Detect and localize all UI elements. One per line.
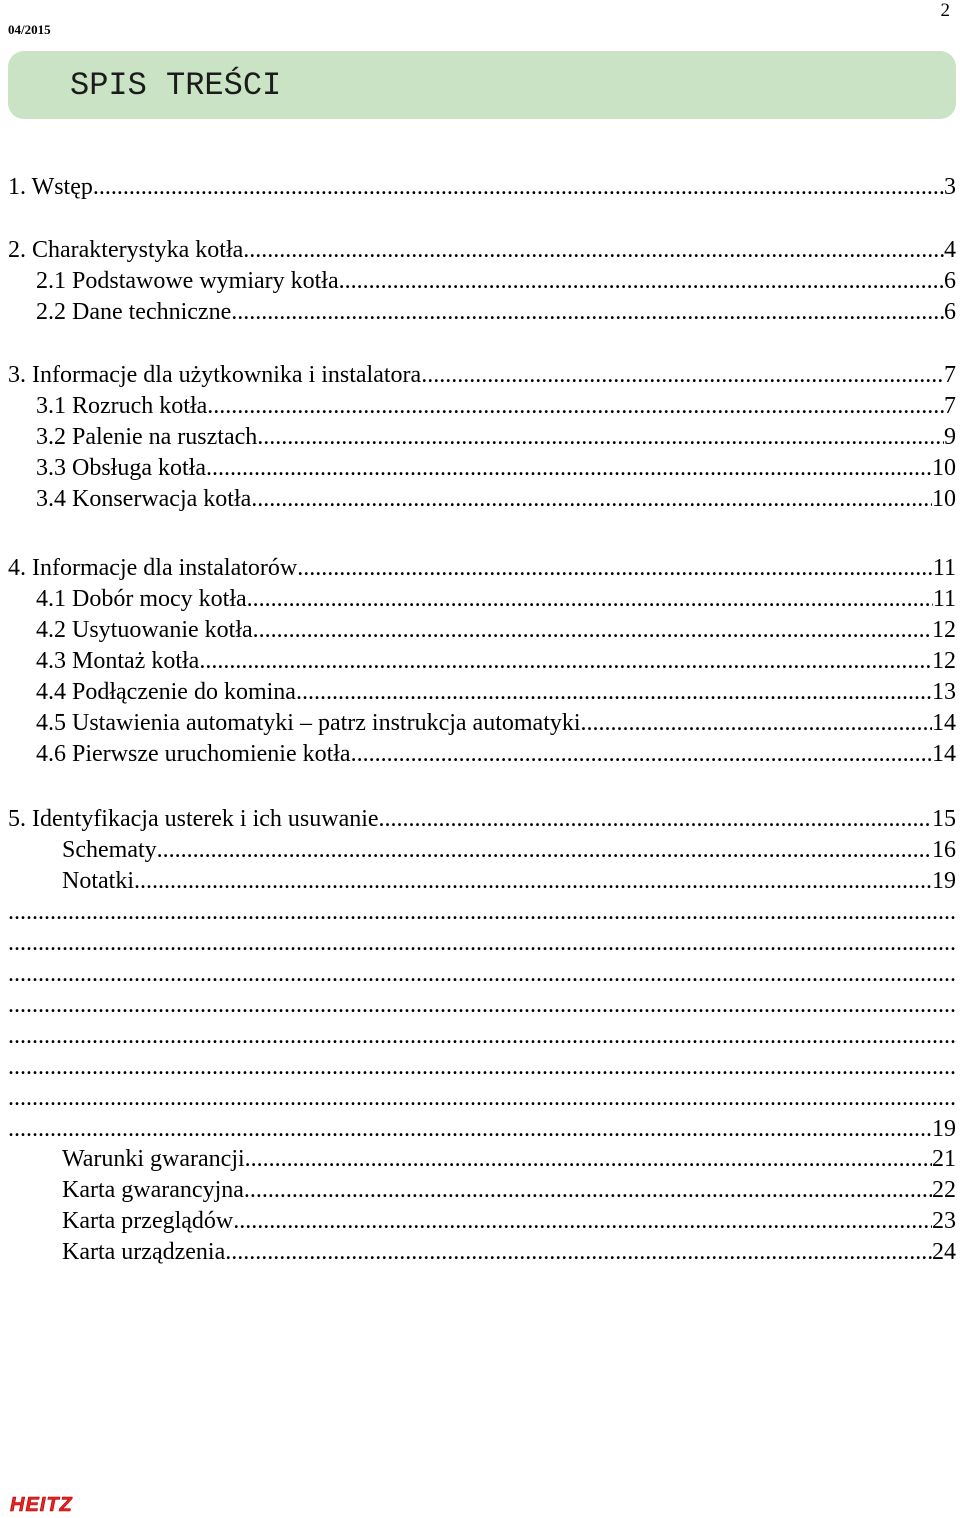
toc-entry-leader (296, 678, 932, 706)
toc-entry-leader (206, 454, 932, 482)
toc-entry-page: 19 (932, 868, 956, 894)
toc-entry[interactable] (36, 585, 956, 613)
toc-entry[interactable] (8, 1053, 956, 1081)
toc-entry[interactable] (36, 423, 956, 451)
toc-entry-leader (251, 485, 932, 513)
toc-entry-page: 10 (932, 455, 956, 481)
toc-entry-leader (421, 361, 944, 389)
toc-entry-page: 16 (932, 837, 956, 863)
toc-entry[interactable] (8, 1084, 956, 1112)
toc-entry[interactable] (8, 991, 956, 1019)
toc-entry-page: 11 (932, 586, 956, 612)
toc-entry-page: 15 (932, 806, 956, 832)
toc-entry-leader (8, 898, 956, 926)
title-banner (8, 51, 956, 119)
toc-entry-page: 10 (932, 486, 956, 512)
toc-entry-label: 3.1 Rozruch kotła (36, 393, 208, 419)
toc-entry-leader (339, 267, 944, 295)
toc-entry-leader (244, 1176, 932, 1204)
toc-entry-label: Karta urządzenia (62, 1239, 226, 1265)
toc-entry-label: 3.4 Konserwacja kotła (36, 486, 252, 512)
toc-entry-leader (253, 616, 932, 644)
toc-entry-label: 2.1 Podstawowe wymiary kotła (36, 268, 339, 294)
toc-entry-page: 7 (944, 393, 956, 419)
toc-entry-leader (8, 1115, 932, 1143)
toc-entry-page: 14 (932, 741, 956, 767)
toc-entry-leader (199, 647, 932, 675)
toc-entry-leader (243, 236, 944, 264)
toc-entry[interactable] (36, 392, 956, 420)
toc-entry-page: 24 (932, 1239, 956, 1265)
toc-entry[interactable] (8, 361, 956, 389)
toc-entry-page: 23 (932, 1208, 956, 1234)
toc-entry[interactable] (36, 298, 956, 326)
toc-entry-leader (297, 554, 933, 582)
toc-entry-leader (93, 173, 944, 201)
toc-entry-label: 5. Identyfikacja usterek i ich usuwanie (8, 806, 379, 832)
toc-entry-label: 4.1 Dobór mocy kotła (36, 586, 247, 612)
toc-entry[interactable] (36, 740, 956, 768)
toc-entry-page: 6 (944, 268, 956, 294)
toc-entry[interactable] (8, 236, 956, 264)
toc-entry-label: 2.2 Dane techniczne (36, 299, 232, 325)
toc-entry-label: 3. Informacje dla użytkownika i instalatora (8, 362, 422, 388)
toc-entry[interactable] (8, 1022, 956, 1050)
toc-entry-leader (233, 1207, 932, 1235)
toc-entry[interactable] (8, 960, 956, 988)
toc-entry[interactable] (8, 1115, 956, 1143)
toc-entry[interactable] (62, 1145, 956, 1173)
toc-entry-page: 12 (932, 617, 956, 643)
toc-entry[interactable] (62, 1207, 956, 1235)
toc-entry-label: Schematy (62, 837, 157, 863)
toc-entry-leader (581, 709, 932, 737)
toc-entry-label: Karta przeglądów (62, 1208, 234, 1234)
page-title: SPIS TREŚCI (70, 67, 282, 104)
toc-entry-label: 4.2 Usytuowanie kotła (36, 617, 253, 643)
toc-entry[interactable] (8, 929, 956, 957)
toc-entry[interactable] (36, 678, 956, 706)
toc-entry-leader (257, 423, 944, 451)
toc-entry-label: 4.3 Montaż kotła (36, 648, 200, 674)
toc-entry-page: 4 (944, 237, 956, 263)
toc-entry-page: 11 (932, 555, 956, 581)
toc-entry-label: 4. Informacje dla instalatorów (8, 555, 298, 581)
toc-entry-leader (8, 991, 956, 1019)
toc-entry-label: 4.4 Podłączenie do komina (36, 679, 296, 705)
toc-entry[interactable] (36, 616, 956, 644)
toc-entry[interactable] (62, 867, 956, 895)
toc-entry[interactable] (36, 485, 956, 513)
toc-entry[interactable] (8, 898, 956, 926)
toc-entry-label: 4.5 Ustawienia automatyki – patrz instrukcja automatyki (36, 710, 581, 736)
toc-entry-page: 9 (944, 424, 956, 450)
header-page-number: 2 (940, 0, 950, 21)
toc-entry[interactable] (36, 454, 956, 482)
toc-entry-label: 4.6 Pierwsze uruchomienie kotła (36, 741, 351, 767)
toc-entry-leader (379, 805, 932, 833)
toc-entry-leader (157, 836, 932, 864)
heitz-logo: HEITZ (10, 1494, 73, 1516)
toc-entry-page: 6 (944, 299, 956, 325)
toc-entry-label: 2. Charakterystyka kotła (8, 237, 244, 263)
toc-entry[interactable] (36, 647, 956, 675)
toc-entry-page: 12 (932, 648, 956, 674)
header-date: 04/2015 (8, 22, 51, 37)
toc-entry-page: 19 (932, 1116, 956, 1142)
toc-entry-label: Karta gwarancyjna (62, 1177, 244, 1203)
toc-entry-leader (351, 740, 932, 768)
toc-entry-page: 22 (932, 1177, 956, 1203)
toc-entry[interactable] (62, 1238, 956, 1266)
toc-entry-leader (8, 960, 956, 988)
toc-entry-leader (8, 1084, 956, 1112)
toc-entry-page: 13 (932, 679, 956, 705)
toc-entry-page: 7 (944, 362, 956, 388)
toc-entry-leader (8, 1022, 956, 1050)
toc-entry-leader (247, 585, 933, 613)
toc-entry[interactable] (36, 267, 956, 295)
toc-entry-leader (225, 1238, 932, 1266)
toc-entry-label: 3.2 Palenie na rusztach (36, 424, 258, 450)
toc-entry-label: 1. Wstęp (8, 174, 93, 200)
toc-entry-page: 3 (944, 174, 956, 200)
toc-entry-label: Notatki (62, 868, 134, 894)
toc-entry-leader (8, 1053, 956, 1081)
toc-entry-leader (231, 298, 944, 326)
toc-entry[interactable] (36, 709, 956, 737)
toc-entry[interactable] (62, 1176, 956, 1204)
toc-entry-leader (207, 392, 944, 420)
toc-entry[interactable] (8, 173, 956, 201)
toc-entry-leader (8, 929, 956, 957)
toc-entry[interactable] (8, 805, 956, 833)
toc-entry-leader (245, 1145, 932, 1173)
toc-entry-label: Warunki gwarancji (62, 1146, 245, 1172)
toc-entry-page: 14 (932, 710, 956, 736)
toc-entry-leader (134, 867, 932, 895)
toc-entry-page: 21 (932, 1146, 956, 1172)
toc-entry[interactable] (8, 554, 956, 582)
toc-entry-label: 3.3 Obsługa kotła (36, 455, 206, 481)
toc-entry[interactable] (62, 836, 956, 864)
